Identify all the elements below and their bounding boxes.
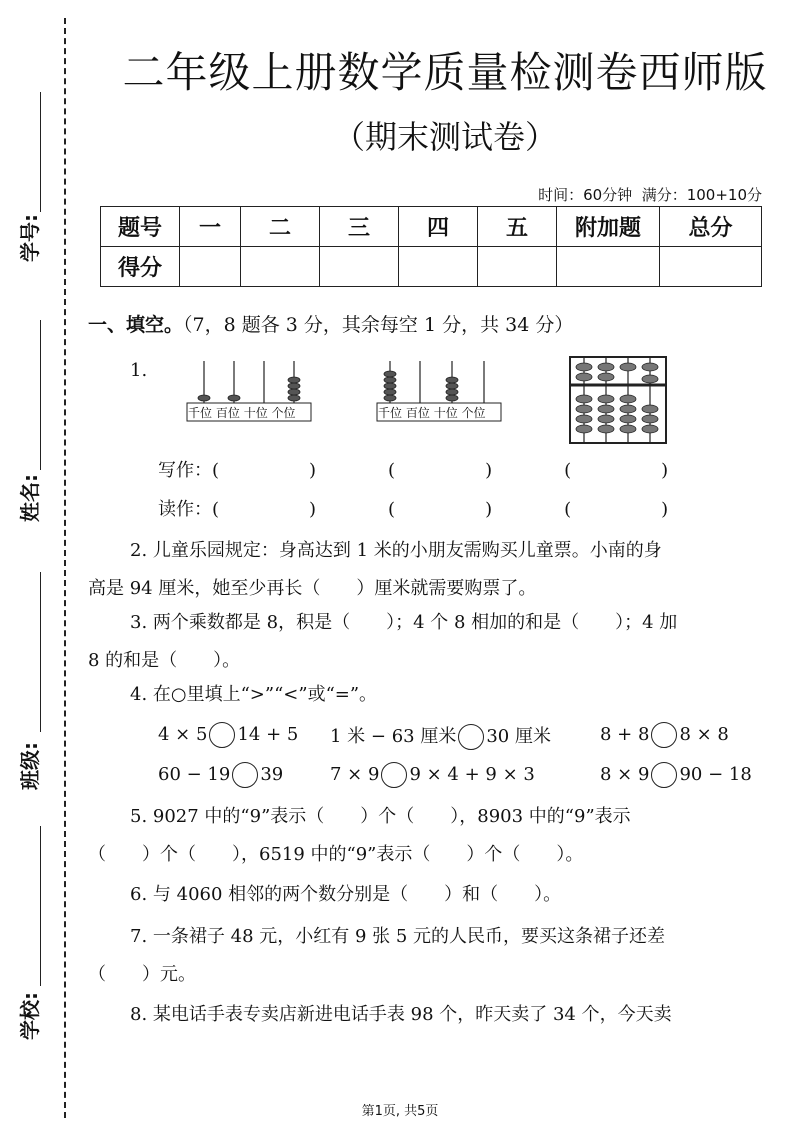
compare-circle[interactable] — [651, 722, 677, 748]
name-line — [40, 320, 41, 470]
q7-line2: （ ）元。 — [88, 964, 196, 985]
school-label: 学校: — [18, 992, 42, 1040]
q4-row-2 — [158, 762, 283, 788]
q4-expr: 14 + 5 — [237, 724, 299, 745]
binding-dashed-line — [64, 18, 66, 1118]
abacus-label: 十位 — [433, 406, 458, 420]
q4-row-1 — [158, 722, 298, 748]
student-id-label: 学号: — [18, 214, 42, 262]
section-title: 一、填空。 — [88, 314, 184, 336]
exam-meta — [538, 184, 762, 205]
abacus-2-labels — [378, 404, 486, 421]
q4-expr: 8 × 9 — [600, 764, 650, 785]
q1-number: 1. — [130, 360, 148, 381]
question-5 — [88, 798, 768, 874]
compare-circle[interactable] — [651, 762, 677, 788]
table-cell: 总分 — [660, 207, 762, 247]
compare-circle[interactable] — [381, 762, 407, 788]
class-line — [40, 572, 41, 732]
abacus-label: 千位 — [188, 406, 213, 420]
q4-expr: 30 厘米 — [486, 726, 551, 747]
table-cell: 五 — [478, 207, 557, 247]
compare-circle[interactable] — [209, 722, 235, 748]
table-cell: 附加题 — [557, 207, 660, 247]
abacus-label: 个位 — [461, 406, 486, 420]
question-8 — [88, 996, 768, 1034]
score-table — [100, 206, 762, 287]
question-3 — [88, 604, 768, 680]
score-entry-cell[interactable] — [399, 247, 478, 287]
q7-line1: 7. 一条裙子 48 元，小红有 9 张 5 元的人民币，要买这条裙子还差 — [130, 926, 666, 947]
score-entry-cell[interactable] — [660, 247, 762, 287]
table-cell: 三 — [320, 207, 399, 247]
table-cell: 一 — [180, 207, 241, 247]
table-cell: 二 — [241, 207, 320, 247]
score-table-header-row — [101, 207, 762, 247]
q4-row-2b — [330, 762, 535, 788]
page-footer: 第1页, 共5页 — [361, 1104, 439, 1119]
q4-row-2c — [600, 762, 752, 788]
q4-expr: 4 × 5 — [158, 724, 208, 745]
score-table-score-row — [101, 247, 762, 287]
abacus-label: 个位 — [271, 406, 296, 420]
abacus-label: 十位 — [243, 406, 268, 420]
abacus-label: 百位 — [215, 406, 240, 420]
abacus-label: 千位 — [378, 406, 403, 420]
q6-line1: 6. 与 4060 相邻的两个数分别是（ ）和（ ）。 — [130, 884, 562, 905]
compare-circle[interactable] — [458, 724, 484, 750]
q5-line1: 5. 9027 中的“9”表示（ ）个（ ），8903 中的“9”表示 — [130, 806, 631, 827]
q3-line1: 3. 两个乘数都是 8，积是（ ）；4 个 8 相加的和是（ ）；4 加 — [130, 612, 678, 633]
q4-expr: 9 × 4 + 9 × 3 — [409, 764, 535, 785]
q5-line2: （ ）个（ ），6519 中的“9”表示（ ）个（ ）。 — [88, 844, 584, 865]
q4-row-1b — [330, 722, 551, 750]
score-entry-cell[interactable] — [180, 247, 241, 287]
question-7 — [88, 918, 768, 994]
q8-line1: 8. 某电话手表专卖店新进电话手表 98 个，昨天卖了 34 个，今天卖 — [130, 1004, 672, 1025]
q2-line1: 2. 儿童乐园规定：身高达到 1 米的小朋友需购买儿童票。小南的身 — [130, 540, 662, 561]
q4-expr: 7 × 9 — [330, 764, 380, 785]
time-info: 时间：60分钟 — [538, 186, 633, 204]
student-id-line — [40, 92, 41, 212]
full-score-info: 满分：100+10分 — [641, 186, 762, 204]
question-6 — [88, 876, 768, 914]
page-title: 二年级上册数学质量检测卷西师版 — [122, 48, 768, 97]
section-note: （7，8 题各 3 分，其余每空 1 分，共 34 分） — [183, 314, 574, 336]
page-subtitle: （期末测试卷） — [332, 118, 557, 156]
q4-row-1c — [600, 722, 729, 748]
table-cell: 得分 — [101, 247, 180, 287]
score-entry-cell[interactable] — [320, 247, 399, 287]
q1-write-line[interactable]: 写作：( ) ( ) ( ) — [158, 460, 669, 481]
school-line — [40, 826, 41, 986]
abacus-1-labels — [188, 404, 296, 421]
q4-expr: 90 − 18 — [679, 764, 752, 785]
score-entry-cell[interactable] — [478, 247, 557, 287]
table-cell: 四 — [399, 207, 478, 247]
name-label: 姓名: — [18, 474, 42, 522]
q4-expr: 8 + 8 — [600, 724, 650, 745]
q4-expr: 39 — [260, 764, 284, 785]
abacus-label: 百位 — [405, 406, 430, 420]
table-cell: 题号 — [101, 207, 180, 247]
section-heading — [88, 310, 573, 337]
q1-read-line[interactable]: 读作：( ) ( ) ( ) — [158, 499, 669, 520]
q4-expr: 8 × 8 — [679, 724, 729, 745]
compare-circle[interactable] — [232, 762, 258, 788]
class-label: 班级: — [18, 742, 42, 790]
abacus-3 — [568, 355, 668, 445]
q4-expr: 60 − 19 — [158, 764, 231, 785]
score-entry-cell[interactable] — [557, 247, 660, 287]
q4-expr: 1 米 − 63 厘米 — [330, 726, 457, 747]
question-4 — [88, 676, 768, 714]
score-entry-cell[interactable] — [241, 247, 320, 287]
question-2 — [88, 532, 768, 608]
q2-line2: 高是 94 厘米，她至少再长（ ）厘米就需要购票了。 — [88, 578, 537, 599]
q3-line2: 8 的和是（ ）。 — [88, 650, 241, 671]
q4-line1: 4. 在○里填上“>”“<”或“=”。 — [130, 684, 378, 705]
